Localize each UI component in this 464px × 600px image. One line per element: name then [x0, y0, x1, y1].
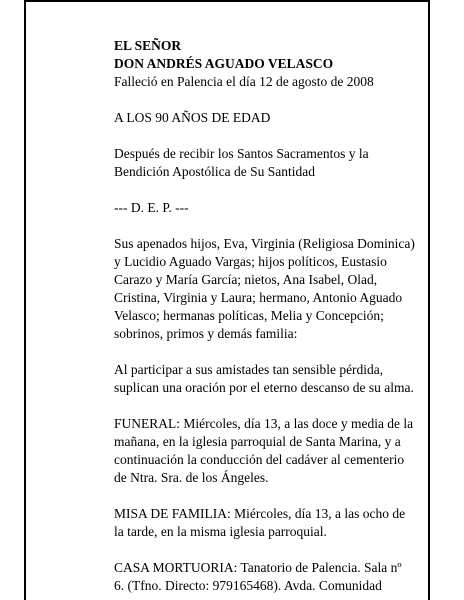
- family-line: Velasco; hermanas políticas, Melia y Concepción;: [114, 308, 384, 323]
- funeral-line: mañana, en la iglesia parroquial de Santa Marina, y a: [114, 434, 401, 449]
- misa-line: MISA DE FAMILIA: Miércoles, día 13, a las ocho de: [114, 506, 406, 521]
- family-line: Carazo y María García; nietos, Ana Isabel, Olad,: [114, 272, 378, 287]
- family-line: Cristina, Virginia y Laura; hermano, Antonio Aguado: [114, 290, 403, 305]
- funeral-line: FUNERAL: Miércoles, día 13, a las doce y media de la: [114, 416, 414, 431]
- sacraments-line: Después de recibir los Santos Sacramentos y la: [114, 146, 369, 161]
- obituary-notice: [114, 37, 424, 595]
- casa-line: CASA MORTUORIA: Tanatorio de Palencia. Sala nº: [114, 560, 402, 575]
- funeral-line: continuación la conducción del cadáver al cementerio: [114, 452, 405, 467]
- family-line: y Lucidio Aguado Vargas; hijos políticos, Eustasio: [114, 254, 387, 269]
- family-line: Sus apenados hijos, Eva, Virginia (Religiosa Dominica): [114, 236, 415, 251]
- age-line: A LOS 90 AÑOS DE EDAD: [114, 110, 271, 125]
- sacraments-line: Bendición Apostólica de Su Santidad: [114, 164, 315, 179]
- misa-line: la tarde, en la misma iglesia parroquial.: [114, 524, 327, 539]
- prayer-line: suplican una oración por el eterno descanso de su alma.: [114, 380, 414, 395]
- death-line: Falleció en Palencia el día 12 de agosto de 2008: [114, 74, 374, 89]
- heading-name: DON ANDRÉS AGUADO VELASCO: [114, 56, 334, 71]
- prayer-line: Al participar a sus amistades tan sensible pérdida,: [114, 362, 384, 377]
- heading-title: EL SEÑOR: [114, 38, 182, 53]
- funeral-line: de Ntra. Sra. de los Ángeles.: [114, 470, 269, 485]
- dep-line: --- D. E. P. ---: [114, 200, 189, 215]
- family-line: sobrinos, primos y demás familia:: [114, 326, 298, 341]
- casa-line: 6. (Tfno. Directo: 979165468). Avda. Comunidad: [114, 578, 382, 593]
